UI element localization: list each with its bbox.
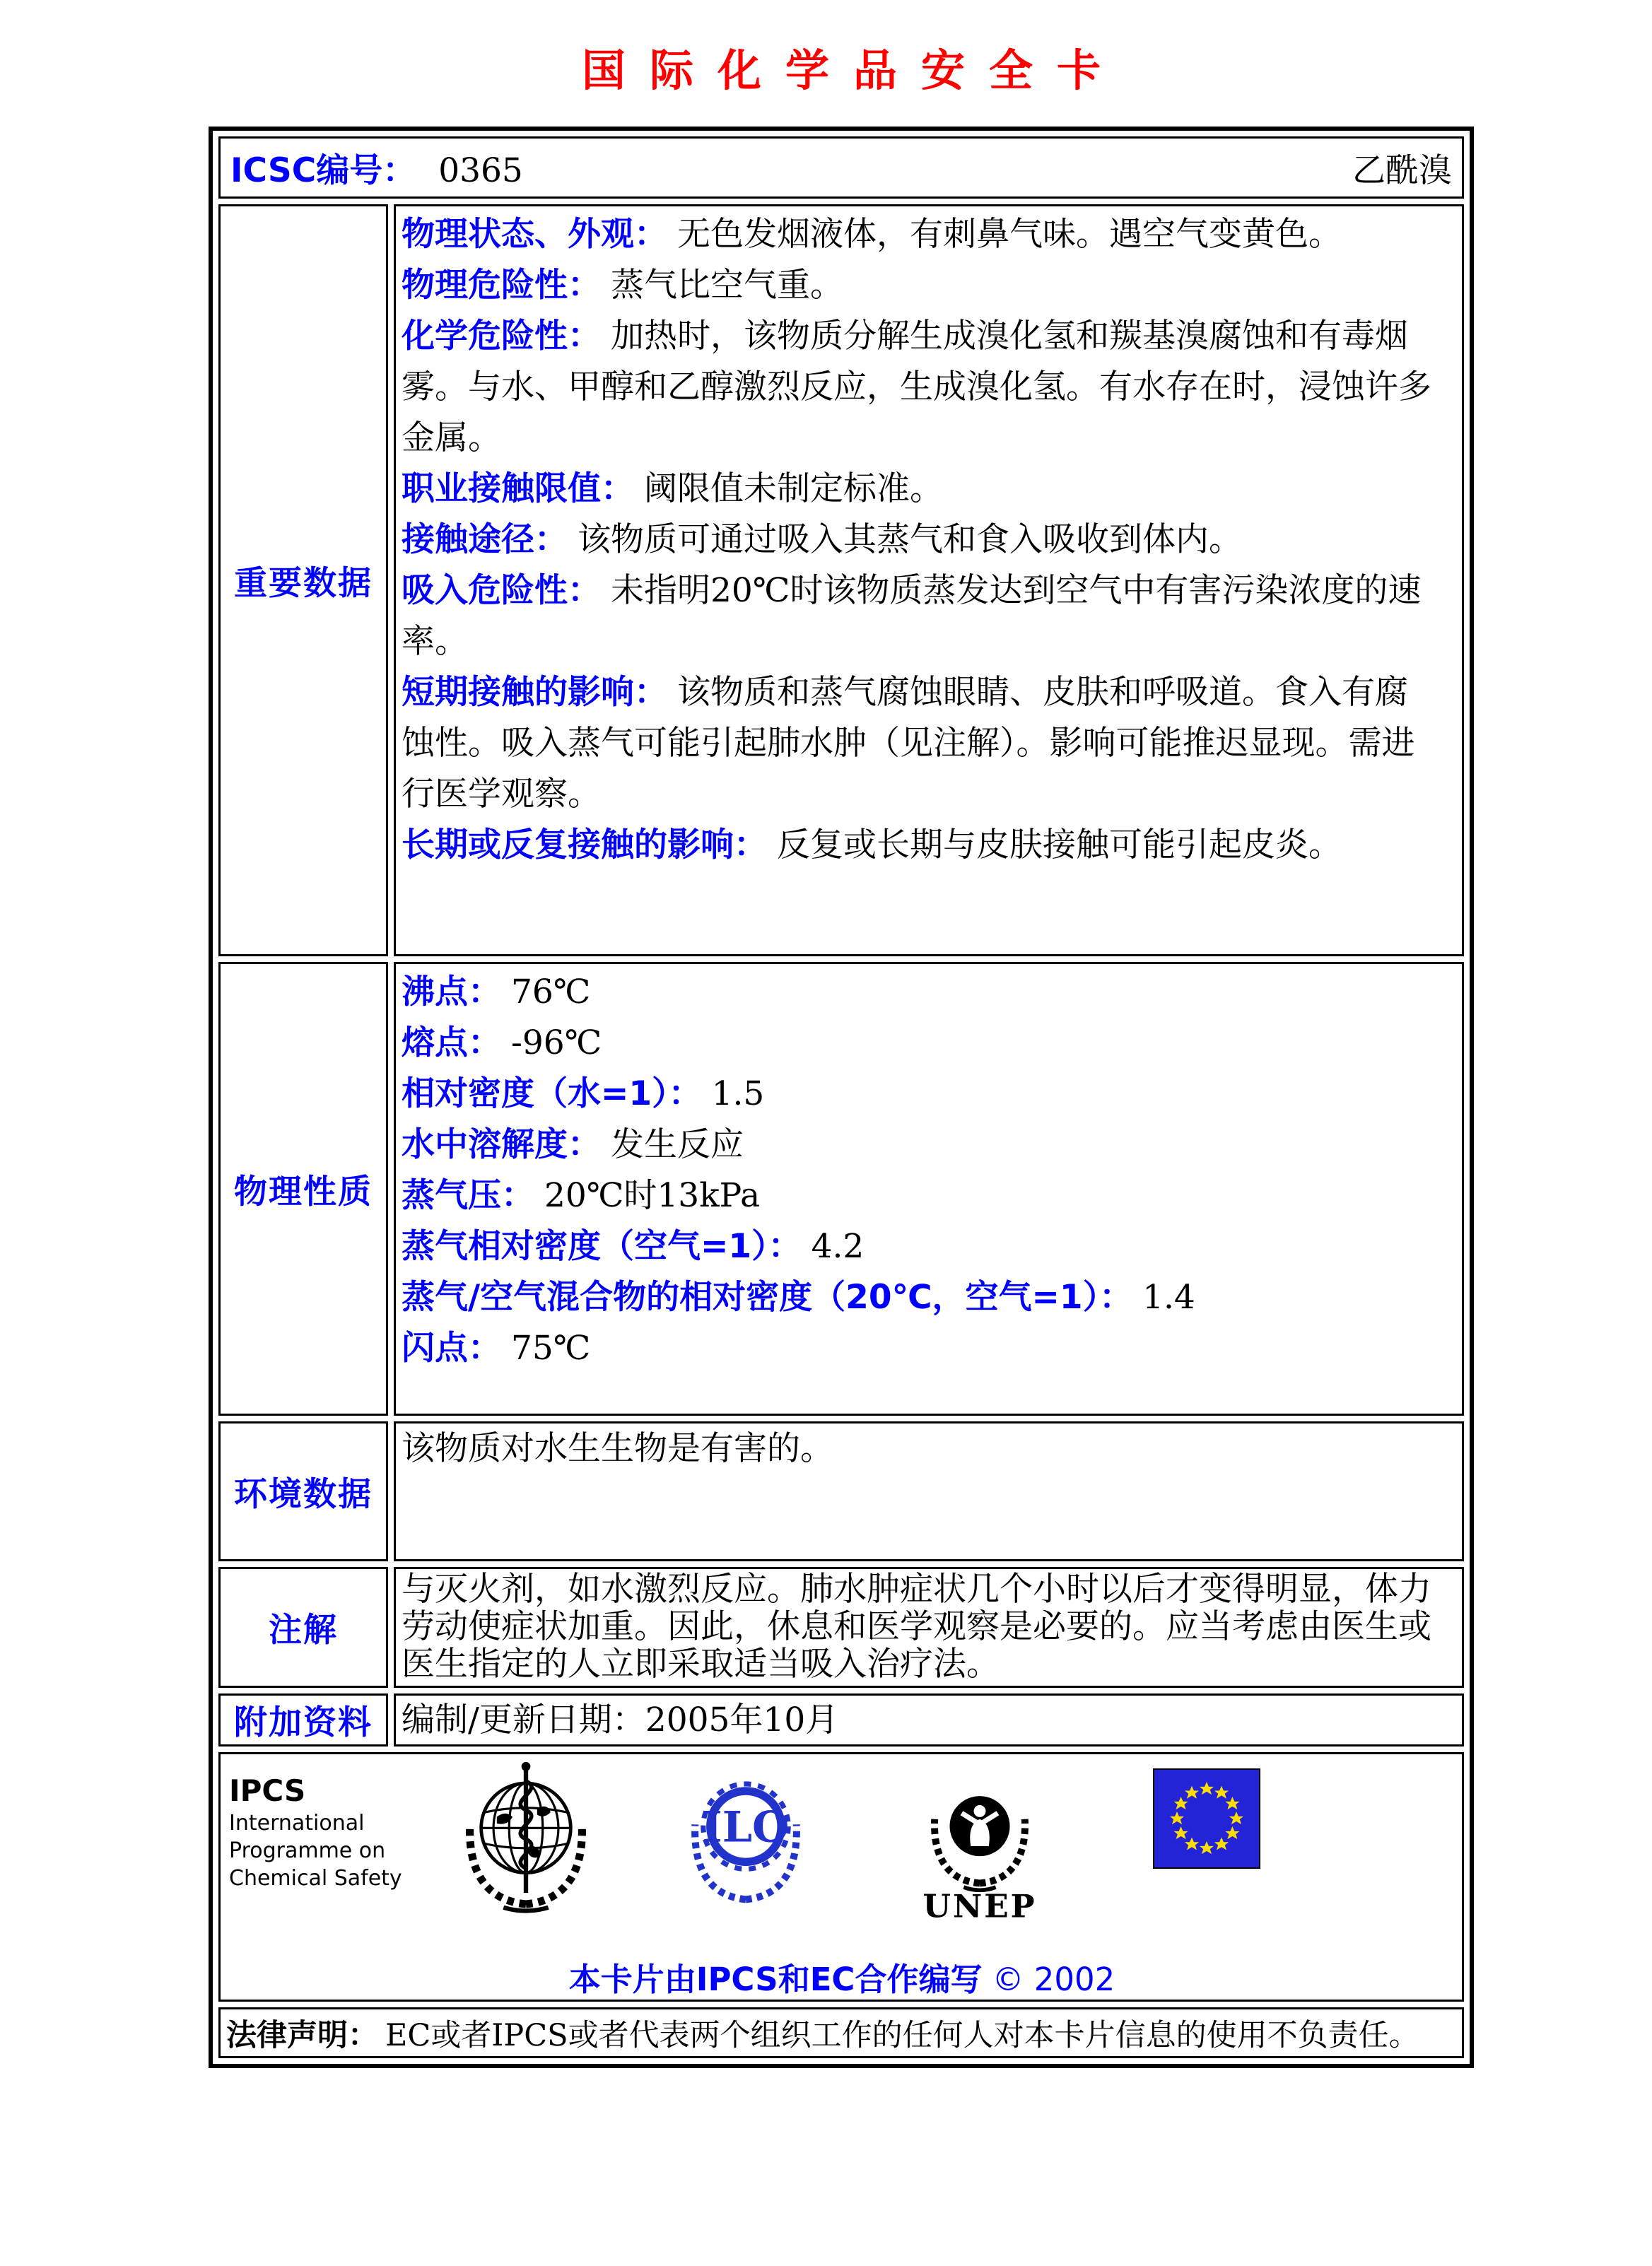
ipcs-line-3: Chemical Safety <box>229 1866 402 1891</box>
eu-flag-icon <box>1153 1768 1260 1869</box>
field-short-term-effects <box>402 667 1437 820</box>
field-value: 75℃ <box>511 1329 591 1368</box>
field-label: 蒸气/空气混合物的相对密度（20℃，空气=1）： <box>402 1278 1133 1317</box>
field-vapor-air-density <box>402 1272 1437 1323</box>
field-value: 1.5 <box>711 1074 765 1113</box>
ipcs-line-2: Programme on <box>229 1838 386 1863</box>
card-sheet <box>209 35 1474 2068</box>
cooperation-caption-text: 本卡片由IPCS和EC合作编写 <box>568 1961 983 1998</box>
unep-logo-text: UNEP <box>922 1886 1037 1925</box>
environmental-data-cell <box>394 1421 1464 1561</box>
important-data-row <box>218 204 1464 956</box>
additional-info-label: 附加资料 <box>218 1693 388 1747</box>
physical-properties-cell <box>394 962 1464 1416</box>
field-value: 76℃ <box>511 973 591 1011</box>
ipcs-acronym: IPCS <box>229 1773 306 1808</box>
field-label: 物理危险性： <box>402 266 601 305</box>
chemical-name: 乙酰溴 <box>1352 151 1452 190</box>
field-label: 物理状态、外观： <box>402 215 667 254</box>
field-vapor-pressure <box>402 1170 1437 1221</box>
field-label: 化学危险性： <box>402 317 601 356</box>
header-cell <box>218 136 1464 199</box>
field-label: 熔点： <box>402 1023 501 1062</box>
field-flash-point <box>402 1323 1437 1374</box>
unep-logo-icon <box>920 1759 1040 1934</box>
field-value: 该物质和蒸气腐蚀眼睛、皮肤和呼吸道。食入有腐蚀性。吸入蒸气可能引起肺水肿（见注解）。影响可能推迟显现。需进行医学观察。 <box>402 673 1415 814</box>
field-value: 蒸气比空气重。 <box>611 266 843 305</box>
icsc-number-value: 0365 <box>438 151 523 190</box>
legal-notice-text: EC或者IPCS或者代表两个组织工作的任何人对本卡片信息的使用不负责任。 <box>385 2017 1419 2053</box>
who-logo-icon <box>459 1759 593 1915</box>
notes-text: 与灭火剂，如水激烈反应。肺水肿症状几个小时以后才变得明显，体力劳动使症状加重。因此，休息和医学观察是必要的。应当考虑由医生或医生指定的人立即采取适当吸入治疗法。 <box>402 1570 1431 1684</box>
notes-cell <box>394 1567 1464 1688</box>
field-label: 短期接触的影响： <box>402 673 667 712</box>
additional-info-cell <box>394 1693 1464 1747</box>
logos-row <box>218 1752 1464 2002</box>
field-physical-hazard <box>402 260 1437 311</box>
header-row <box>218 136 1464 199</box>
field-water-solubility <box>402 1120 1437 1170</box>
field-label: 吸入危险性： <box>402 571 601 610</box>
field-value: 20℃时13kPa <box>544 1176 761 1215</box>
copyright-year: © 2002 <box>992 1961 1115 1998</box>
field-value: 未指明20℃时该物质蒸发达到空气中有害污染浓度的速率。 <box>402 571 1422 661</box>
field-value: 阈限值未制定标准。 <box>644 469 943 508</box>
field-value: -96℃ <box>511 1023 602 1062</box>
legal-cell <box>218 2007 1464 2058</box>
field-vapor-density <box>402 1221 1437 1272</box>
icsc-number-group <box>230 144 523 192</box>
legal-row <box>218 2007 1464 2058</box>
field-value: 反复或长期与皮肤接触可能引起皮炎。 <box>777 826 1342 864</box>
notes-label: 注解 <box>218 1567 388 1688</box>
field-value: 4.2 <box>811 1227 865 1266</box>
legal-notice-label: 法律声明： <box>226 2017 378 2053</box>
logo-strip <box>229 1759 1455 1934</box>
field-exposure-route <box>402 515 1437 565</box>
field-long-term-effects <box>402 820 1437 871</box>
field-label: 蒸气相对密度（空气=1）： <box>402 1227 802 1266</box>
icsc-card-table <box>209 127 1474 2068</box>
field-value: 1.4 <box>1142 1278 1195 1317</box>
environmental-data-text: 该物质对水生生物是有害的。 <box>402 1429 833 1468</box>
field-value: 无色发烟液体，有刺鼻气味。遇空气变黄色。 <box>677 215 1342 254</box>
environmental-data-label: 环境数据 <box>218 1421 388 1561</box>
notes-row <box>218 1567 1464 1688</box>
page-title: 国际化学品安全卡 <box>581 45 1125 96</box>
ilo-logo-text: ILO <box>702 1802 790 1853</box>
field-value: 加热时，该物质分解生成溴化氢和羰基溴腐蚀和有毒烟雾。与水、甲醇和乙醇激烈反应，生成溴化氢。有水存在时，浸蚀许多金属。 <box>402 317 1431 457</box>
physical-properties-row <box>218 962 1464 1416</box>
physical-properties-label: 物理性质 <box>218 962 388 1416</box>
field-label: 水中溶解度： <box>402 1125 601 1164</box>
logos-cell <box>218 1752 1464 2002</box>
additional-info-text: 编制/更新日期：2005年10月 <box>402 1700 839 1739</box>
field-label: 相对密度（水=1）： <box>402 1074 702 1113</box>
field-label: 职业接触限值： <box>402 469 634 508</box>
icsc-number-label: ICSC编号： <box>230 151 416 190</box>
field-label: 长期或反复接触的影响： <box>402 826 767 864</box>
cooperation-caption <box>229 1954 1455 2000</box>
field-inhalation-risk <box>402 565 1437 667</box>
field-physical-state <box>402 209 1437 260</box>
field-chemical-hazard <box>402 311 1437 464</box>
important-data-label: 重要数据 <box>218 204 388 956</box>
field-value: 该物质可通过吸入其蒸气和食入吸收到体内。 <box>578 520 1242 559</box>
ipcs-text-block <box>229 1773 409 1892</box>
ilo-logo-icon <box>685 1764 807 1909</box>
ipcs-line-1: International <box>229 1811 365 1836</box>
important-data-cell <box>394 204 1464 956</box>
field-value: 发生反应 <box>611 1125 744 1164</box>
field-boiling-point <box>402 967 1437 1018</box>
field-relative-density <box>402 1069 1437 1120</box>
field-label: 闪点： <box>402 1329 501 1368</box>
field-exposure-limit <box>402 464 1437 515</box>
field-melting-point <box>402 1018 1437 1069</box>
additional-info-row <box>218 1693 1464 1747</box>
field-label: 蒸气压： <box>402 1176 534 1215</box>
field-label: 接触途径： <box>402 520 568 559</box>
field-label: 沸点： <box>402 973 501 1011</box>
environmental-data-row <box>218 1421 1464 1561</box>
